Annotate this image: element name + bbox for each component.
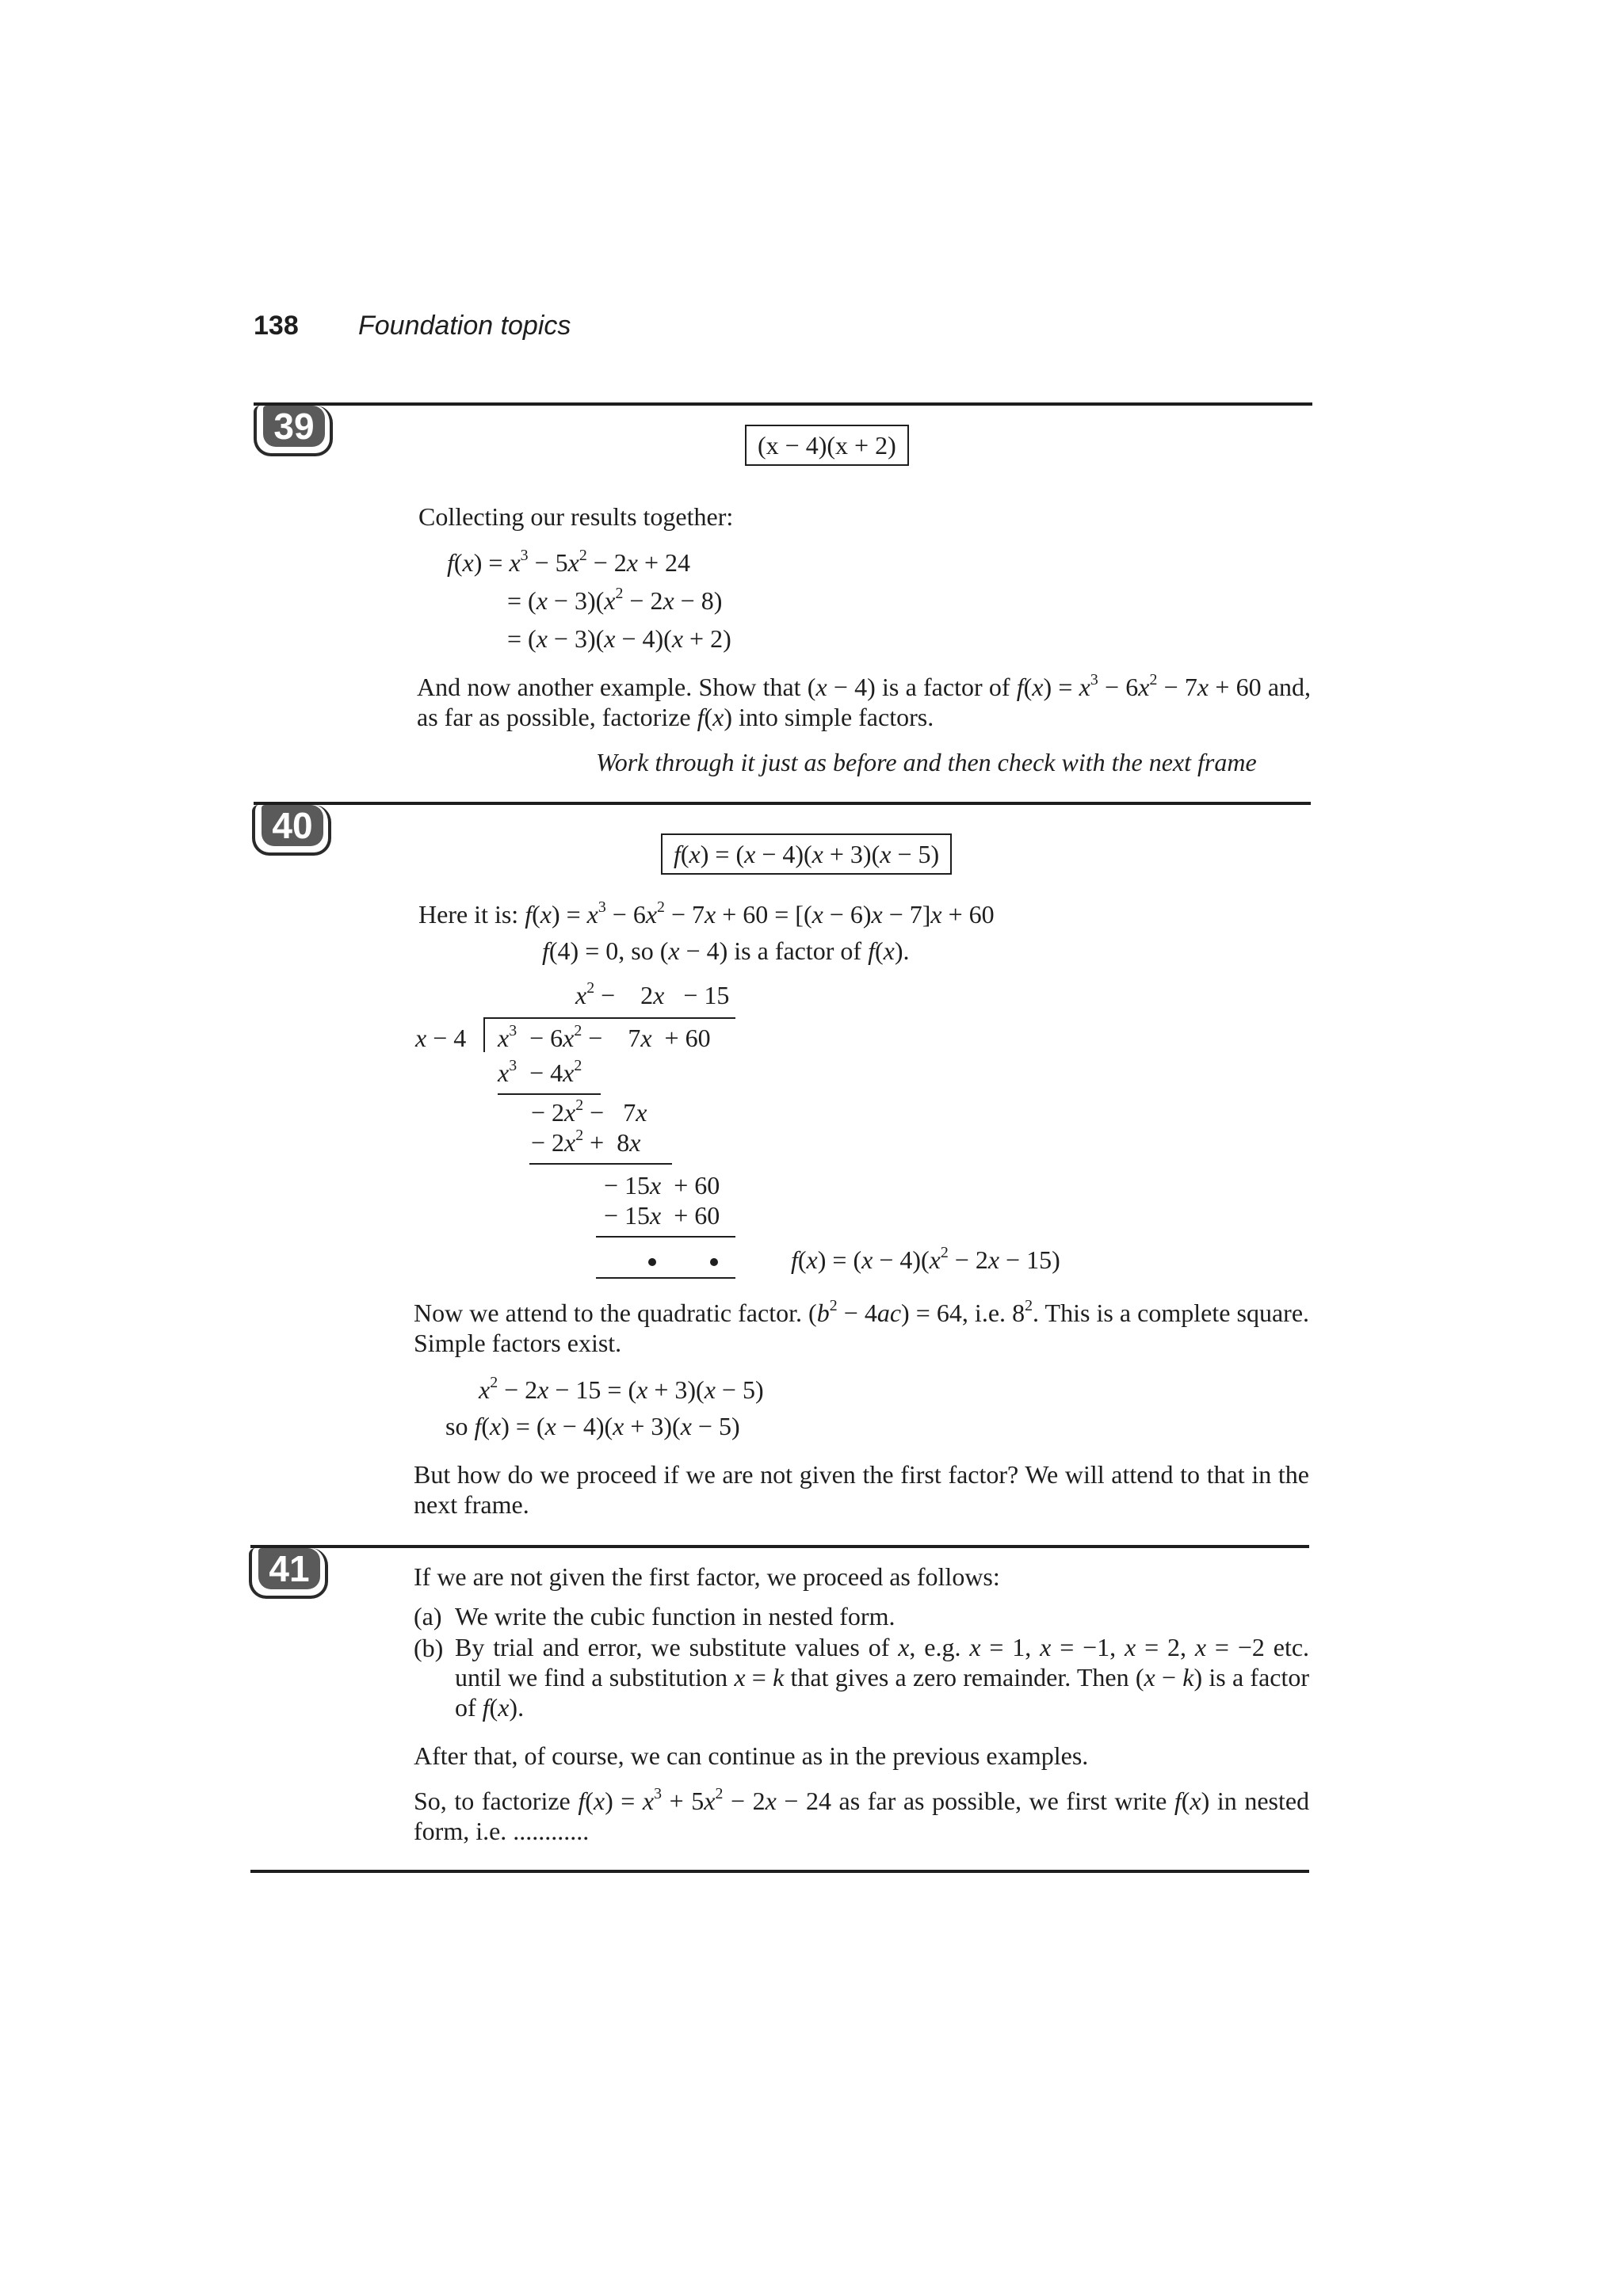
division-rule-2 [529, 1163, 672, 1165]
division-step-3: − $2x^2 + 8x$ [531, 1127, 641, 1157]
frame-40-paragraph-1: Now we attend to the quadratic factor. $(b^2 - 4ac) = 64$, i.e. $8^2$. This is a complete square. Simple factors exist. [414, 1297, 1310, 1357]
frame-39-line-2: = $(x - 3)(x^2 - 2x - 8)$ [507, 585, 723, 615]
frame-41-intro: If we are not given the first factor, we proceed as follows: [414, 1562, 1000, 1591]
division-step-1: $x^3 - 4x^2$ [498, 1057, 582, 1087]
frame-39-top-rule [254, 402, 1312, 406]
frame-39-intro: Collecting our results together: [418, 502, 734, 531]
division-bracket [483, 1017, 485, 1052]
division-bar [485, 1017, 735, 1019]
frame-40-here-line-1: Here it is: $f(x) = x^3 - 6x^2 - 7x + 60 = [(x - 6)x - 7]x + 60$ [418, 898, 995, 929]
running-title: Foundation topics [358, 311, 571, 341]
division-remainder-dot-1 [648, 1255, 656, 1269]
division-rule-4 [596, 1277, 735, 1279]
frame-41-item-a-text: We write the cubic function in nested form. [455, 1602, 896, 1630]
frame-40-here-line-2: f(4) = 0, so (x − 4) is a factor of f(x). [542, 936, 910, 965]
frame-40-answer-box: f(x) = (x − 4)(x + 3)(x − 5) [661, 833, 952, 875]
division-divisor: x − 4 [415, 1024, 467, 1052]
frame-40-eq-1: $x^2 - 2x - 15 = (x + 3)(x - 5)$ [479, 1374, 764, 1404]
division-result: $f(x) = (x - 4)(x^2 - 2x - 15)$ [791, 1244, 1060, 1274]
frame-41-item-b-text: By trial and error, we substitute values of x, e.g. x = 1, x = −1, x = 2, x = −2 etc. until we find a substitution x = k that gives a zero remainder. Then (x − k) is a factor of f(x). [455, 1633, 1310, 1722]
division-rule-3 [596, 1236, 735, 1238]
frame-39-badge [254, 406, 333, 456]
frame-41-top-rule [250, 1545, 1309, 1548]
frame-41-number: 41 [258, 1548, 320, 1589]
division-remainder-dot-2 [710, 1255, 718, 1269]
frame-41-item-b-label: (b) [414, 1634, 444, 1662]
frame-40-top-rule [254, 802, 1311, 805]
division-step-2: − $2x^2 - 7x$ [531, 1097, 647, 1127]
frame-41-final: So, to factorize $f(x) = x^3 + 5x^2 - 2x - 24$ as far as possible, we first write f(x) in nested form, i.e. ............ [414, 1785, 1310, 1845]
frame-41-bottom-rule [250, 1870, 1309, 1873]
frame-41-badge [249, 1548, 328, 1599]
page-number: 138 [254, 311, 299, 341]
frame-41-item-a-label: (a) [414, 1602, 442, 1630]
frame-39-instruction: Work through it just as before and then check with the next frame [596, 748, 1257, 776]
frame-39-number: 39 [263, 406, 325, 447]
frame-39-answer-box: (x − 4)(x + 2) [745, 425, 909, 466]
division-dividend: $x^3 - 6x^2$ − 7x + 60 [498, 1022, 711, 1052]
frame-40-number: 40 [262, 805, 323, 846]
division-step-4: − 15x + 60 [604, 1171, 720, 1199]
division-quotient: $x^2$ − 2x − 15 [575, 979, 730, 1009]
frame-40-paragraph-2: But how do we proceed if we are not given the first factor? We will attend to that in the next frame. [414, 1460, 1309, 1519]
frame-40-badge [252, 805, 331, 856]
frame-39-line-1: $f(x) = x^3 - 5x^2 - 2x + 24$ [447, 547, 691, 577]
frame-40-eq-2: so f(x) = (x − 4)(x + 3)(x − 5) [445, 1412, 740, 1440]
frame-39-paragraph: And now another example. Show that (x − 4) is a factor of $f(x) = x^3 - 6x^2 - 7x + 60$ and, as far as possible, factorize f(x) into simple factors. [417, 671, 1312, 731]
frame-41-after: After that, of course, we can continue as in the previous examples. [414, 1741, 1089, 1770]
division-rule-1 [498, 1093, 601, 1095]
division-step-5: − 15x + 60 [604, 1201, 720, 1230]
frame-39-line-3: = (x − 3)(x − 4)(x + 2) [507, 624, 731, 653]
